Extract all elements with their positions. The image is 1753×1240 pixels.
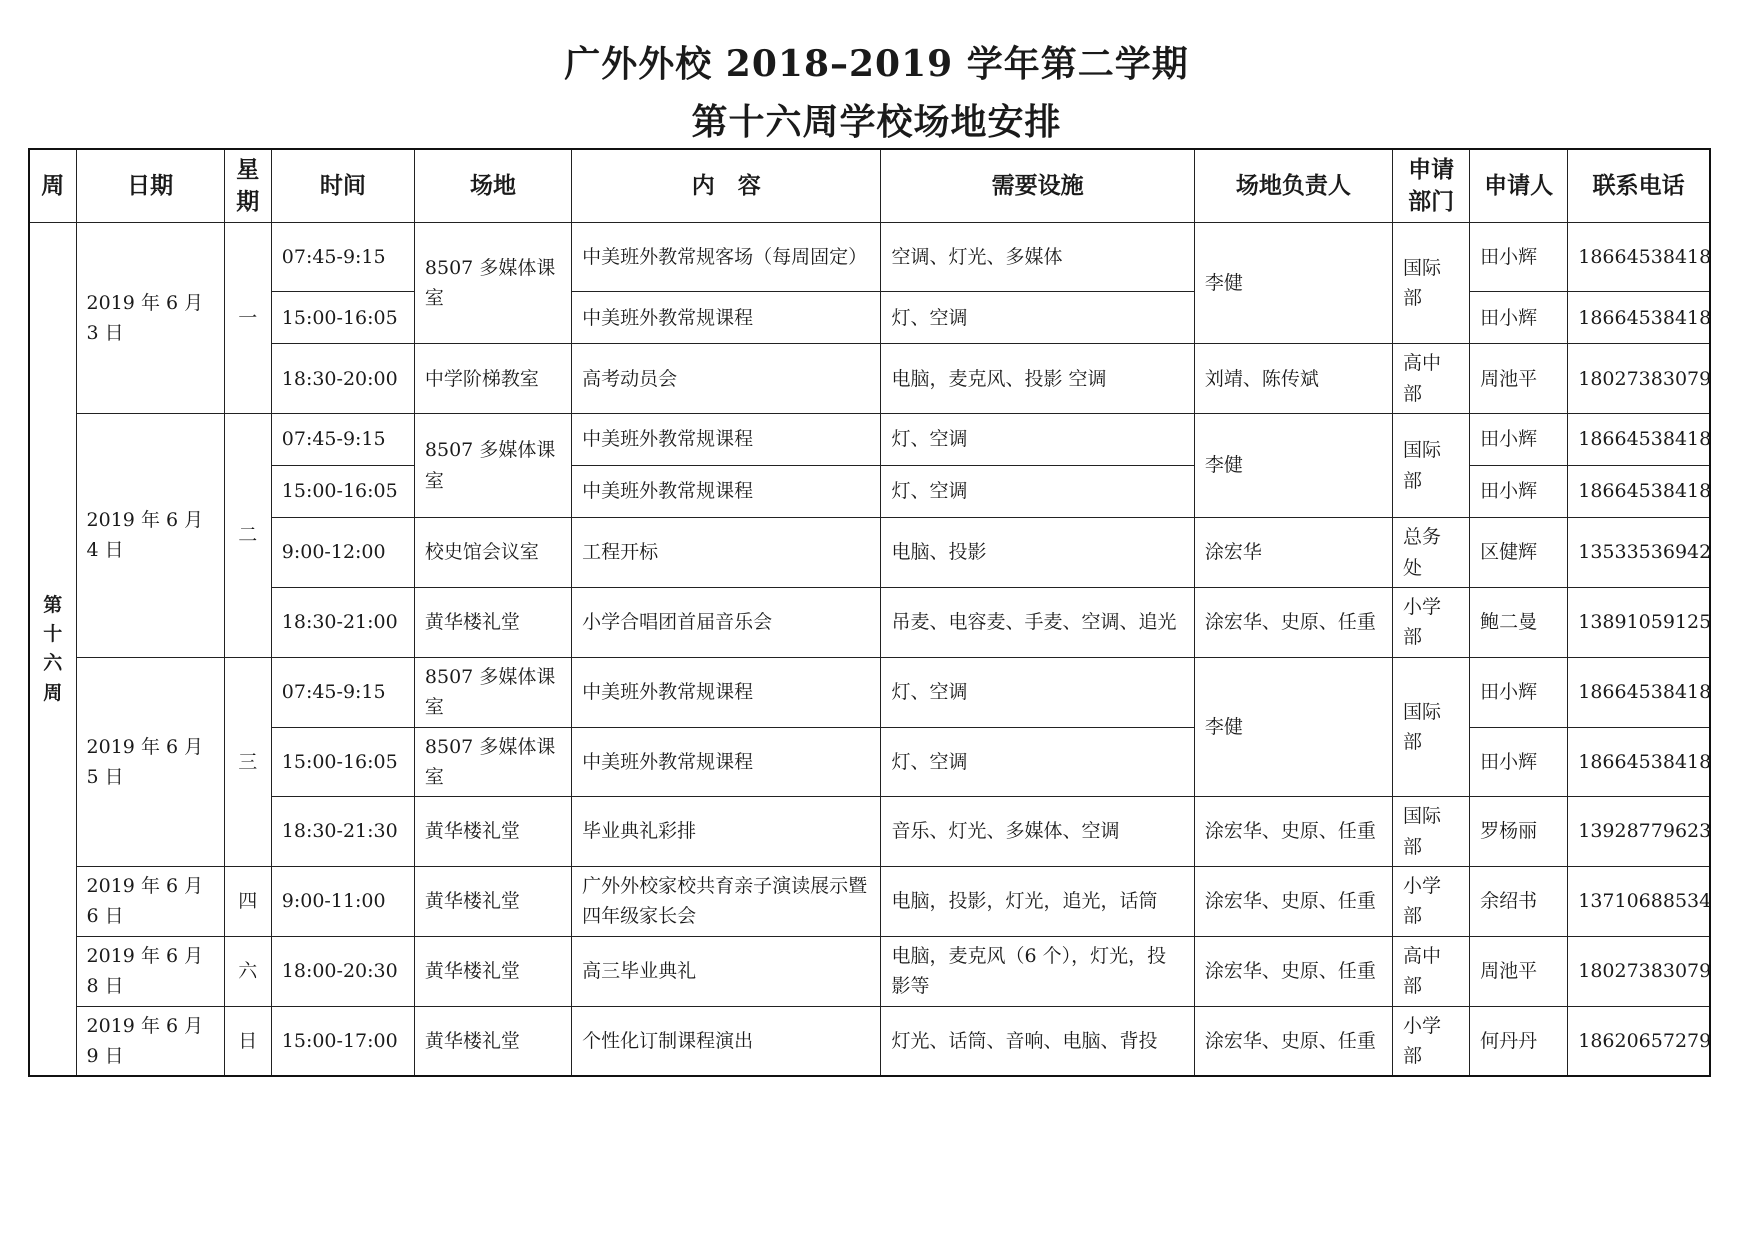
- table-row: [29, 1006, 1710, 1076]
- facilities-cell: 电脑，投影，灯光，追光，话筒: [881, 867, 1194, 937]
- content-cell: 毕业典礼彩排: [572, 797, 881, 867]
- venue-cell: 黄华楼礼堂: [414, 587, 571, 657]
- applicant-cell: 周池平: [1470, 936, 1568, 1006]
- weekday-cell: 三: [224, 657, 271, 866]
- applicant-cell: 田小辉: [1470, 223, 1568, 292]
- date-cell: 2019 年 6 月 8 日: [76, 936, 224, 1006]
- facilities-cell: 音乐、灯光、多媒体、空调: [881, 797, 1194, 867]
- date-cell: 2019 年 6 月 5 日: [76, 657, 224, 866]
- phone-cell: 18027383079: [1568, 344, 1710, 414]
- phone-cell: 18027383079: [1568, 936, 1710, 1006]
- table-row: [29, 518, 1710, 588]
- phone-cell: 13891059125: [1568, 587, 1710, 657]
- content-cell: 个性化订制课程演出: [572, 1006, 881, 1076]
- manager-cell: 李健: [1194, 414, 1392, 518]
- table-row: [29, 223, 1710, 292]
- venue-cell: 8507 多媒体课室: [414, 223, 571, 344]
- facilities-cell: 电脑，麦克风、投影 空调: [881, 344, 1194, 414]
- col-header-applicant: 申请人: [1470, 149, 1568, 223]
- time-cell: 18:00-20:30: [271, 936, 414, 1006]
- manager-cell: 李健: [1194, 657, 1392, 797]
- applicant-cell: 余绍书: [1470, 867, 1568, 937]
- applicant-cell: 田小辉: [1470, 414, 1568, 466]
- phone-cell: 18664538418: [1568, 292, 1710, 344]
- venue-cell: 黄华楼礼堂: [414, 867, 571, 937]
- time-cell: 18:30-21:00: [271, 587, 414, 657]
- weekday-cell: 日: [224, 1006, 271, 1076]
- manager-cell: 涂宏华、史原、任重: [1194, 587, 1392, 657]
- manager-cell: 涂宏华、史原、任重: [1194, 867, 1392, 937]
- content-cell: 高三毕业典礼: [572, 936, 881, 1006]
- time-cell: 9:00-12:00: [271, 518, 414, 588]
- dept-cell: 小学部: [1393, 587, 1470, 657]
- time-cell: 15:00-17:00: [271, 1006, 414, 1076]
- table-row: [29, 936, 1710, 1006]
- dept-cell: 高中部: [1393, 344, 1470, 414]
- facilities-cell: 灯、空调: [881, 414, 1194, 466]
- applicant-cell: 区健辉: [1470, 518, 1568, 588]
- manager-cell: 刘靖、陈传斌: [1194, 344, 1392, 414]
- content-cell: 工程开标: [572, 518, 881, 588]
- content-cell: 中美班外教常规课程: [572, 414, 881, 466]
- facilities-cell: 灯、空调: [881, 657, 1194, 727]
- applicant-cell: 田小辉: [1470, 657, 1568, 727]
- col-header-date: 日期: [76, 149, 224, 223]
- phone-cell: 13710688534: [1568, 867, 1710, 937]
- col-header-manager: 场地负责人: [1194, 149, 1392, 223]
- facilities-cell: 灯、空调: [881, 727, 1194, 797]
- phone-cell: 13928779623: [1568, 797, 1710, 867]
- applicant-cell: 田小辉: [1470, 727, 1568, 797]
- manager-cell: 李健: [1194, 223, 1392, 344]
- phone-cell: 18664538418: [1568, 414, 1710, 466]
- content-cell: 中美班外教常规客场（每周固定）: [572, 223, 881, 292]
- col-header-dept: 申请部门: [1393, 149, 1470, 223]
- time-cell: 15:00-16:05: [271, 292, 414, 344]
- applicant-cell: 罗杨丽: [1470, 797, 1568, 867]
- dept-cell: 国际部: [1393, 797, 1470, 867]
- content-cell: 中美班外教常规课程: [572, 466, 881, 518]
- col-header-time: 时间: [271, 149, 414, 223]
- table-row: [29, 797, 1710, 867]
- phone-cell: 18664538418: [1568, 657, 1710, 727]
- manager-cell: 涂宏华、史原、任重: [1194, 797, 1392, 867]
- manager-cell: 涂宏华: [1194, 518, 1392, 588]
- applicant-cell: 周池平: [1470, 344, 1568, 414]
- facilities-cell: 电脑、投影: [881, 518, 1194, 588]
- applicant-cell: 田小辉: [1470, 466, 1568, 518]
- phone-cell: 13533536942: [1568, 518, 1710, 588]
- dept-cell: 国际部: [1393, 223, 1470, 344]
- applicant-cell: 田小辉: [1470, 292, 1568, 344]
- col-header-facilities: 需要设施: [881, 149, 1194, 223]
- time-cell: 15:00-16:05: [271, 727, 414, 797]
- manager-cell: 涂宏华、史原、任重: [1194, 936, 1392, 1006]
- time-cell: 15:00-16:05: [271, 466, 414, 518]
- table-row: [29, 414, 1710, 466]
- dept-cell: 小学部: [1393, 867, 1470, 937]
- time-cell: 07:45-9:15: [271, 657, 414, 727]
- venue-cell: 8507 多媒体课室: [414, 727, 571, 797]
- venue-cell: 8507 多媒体课室: [414, 657, 571, 727]
- facilities-cell: 电脑，麦克风（6 个），灯光，投影等: [881, 936, 1194, 1006]
- phone-cell: 18664538418: [1568, 223, 1710, 292]
- time-cell: 07:45-9:15: [271, 414, 414, 466]
- table-row: [29, 657, 1710, 727]
- col-header-weekday: 星期: [224, 149, 271, 223]
- weekday-cell: 二: [224, 414, 271, 658]
- dept-cell: 国际部: [1393, 414, 1470, 518]
- dept-cell: 小学部: [1393, 1006, 1470, 1076]
- content-cell: 高考动员会: [572, 344, 881, 414]
- col-header-content: 内 容: [572, 149, 881, 223]
- phone-cell: 18664538418: [1568, 727, 1710, 797]
- facilities-cell: 吊麦、电容麦、手麦、空调、追光: [881, 587, 1194, 657]
- page-title: 广外外校 2018–2019 学年第二学期: [564, 43, 1189, 85]
- content-cell: 中美班外教常规课程: [572, 727, 881, 797]
- date-cell: 2019 年 6 月 9 日: [76, 1006, 224, 1076]
- weekday-cell: 四: [224, 867, 271, 937]
- table-row: [29, 587, 1710, 657]
- applicant-cell: 鲍二曼: [1470, 587, 1568, 657]
- venue-cell: 中学阶梯教室: [414, 344, 571, 414]
- venue-cell: 黄华楼礼堂: [414, 936, 571, 1006]
- venue-cell: 校史馆会议室: [414, 518, 571, 588]
- phone-cell: 18664538418: [1568, 466, 1710, 518]
- col-header-venue: 场地: [414, 149, 571, 223]
- time-cell: 18:30-21:30: [271, 797, 414, 867]
- manager-cell: 涂宏华、史原、任重: [1194, 1006, 1392, 1076]
- dept-cell: 国际部: [1393, 657, 1470, 797]
- content-cell: 广外外校家校共育亲子演读展示暨四年级家长会: [572, 867, 881, 937]
- schedule-table: [28, 148, 1711, 1077]
- date-cell: 2019 年 6 月 3 日: [76, 223, 224, 414]
- col-header-phone: 联系电话: [1568, 149, 1710, 223]
- header-row: [29, 149, 1710, 223]
- date-cell: 2019 年 6 月 4 日: [76, 414, 224, 658]
- venue-cell: 8507 多媒体课室: [414, 414, 571, 518]
- week-cell: 第十六周: [29, 223, 76, 1077]
- content-cell: 小学合唱团首届音乐会: [572, 587, 881, 657]
- facilities-cell: 灯、空调: [881, 466, 1194, 518]
- content-cell: 中美班外教常规课程: [572, 292, 881, 344]
- page-subtitle: 第十六周学校场地安排: [691, 101, 1062, 143]
- facilities-cell: 空调、灯光、多媒体: [881, 223, 1194, 292]
- weekday-cell: 一: [224, 223, 271, 414]
- facilities-cell: 灯、空调: [881, 292, 1194, 344]
- applicant-cell: 何丹丹: [1470, 1006, 1568, 1076]
- col-header-week: 周: [29, 149, 76, 223]
- dept-cell: 高中部: [1393, 936, 1470, 1006]
- time-cell: 9:00-11:00: [271, 867, 414, 937]
- date-cell: 2019 年 6 月 6 日: [76, 867, 224, 937]
- dept-cell: 总务处: [1393, 518, 1470, 588]
- time-cell: 18:30-20:00: [271, 344, 414, 414]
- weekday-cell: 六: [224, 936, 271, 1006]
- time-cell: 07:45-9:15: [271, 223, 414, 292]
- venue-cell: 黄华楼礼堂: [414, 1006, 571, 1076]
- phone-cell: 18620657279: [1568, 1006, 1710, 1076]
- content-cell: 中美班外教常规课程: [572, 657, 881, 727]
- venue-cell: 黄华楼礼堂: [414, 797, 571, 867]
- table-row: [29, 867, 1710, 937]
- facilities-cell: 灯光、话筒、音响、电脑、背投: [881, 1006, 1194, 1076]
- table-row: [29, 344, 1710, 414]
